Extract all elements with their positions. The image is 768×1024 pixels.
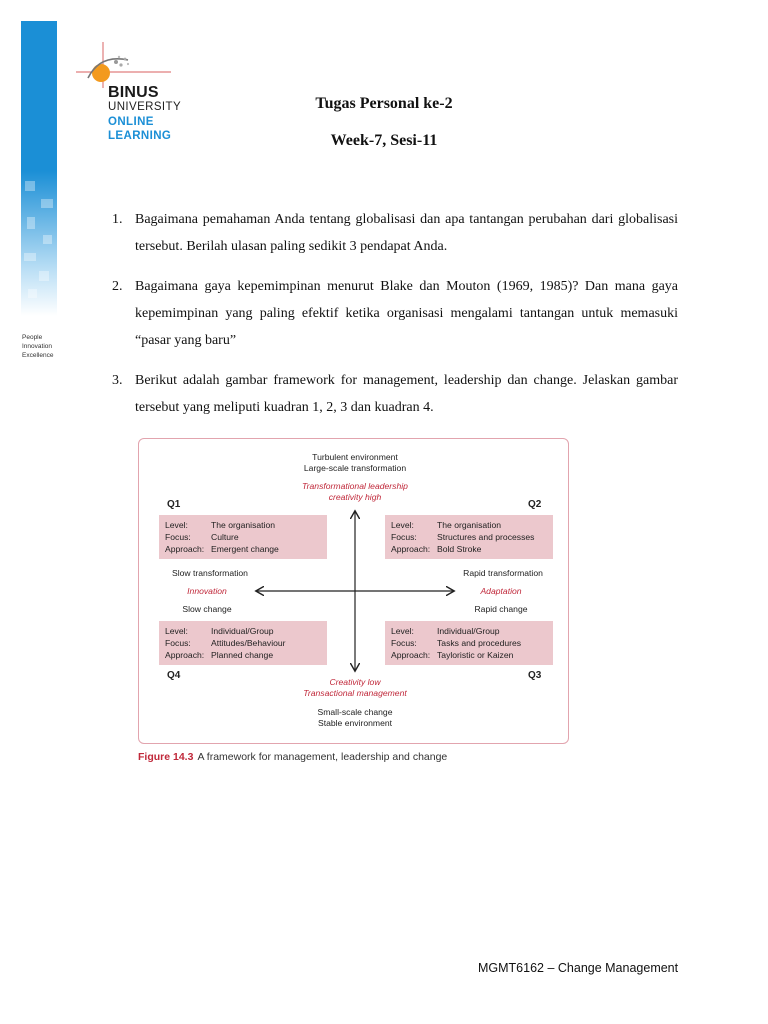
tagline-innovation: Innovation (22, 343, 52, 350)
quadrant-box-q2: Level: The organisation Focus: Structures and processes Approach: Bold Stroke (385, 515, 553, 559)
quadrant-label-q4: Q4 (167, 670, 181, 681)
decorative-side-strip (21, 21, 57, 316)
right-italic: Adaptation (480, 586, 522, 596)
question-number: 2. (112, 279, 123, 294)
tagline-excellence: Excellence (22, 352, 54, 359)
document-title: Tugas Personal ke-2 (315, 95, 453, 112)
question-list (112, 206, 678, 434)
tagline (22, 333, 53, 360)
framework-figure (138, 438, 569, 744)
figure-caption-text: A framework for management, leadership and change (197, 751, 448, 763)
top-label-1: Turbulent environment (312, 452, 398, 462)
logo-binus: BINUS (108, 84, 159, 101)
quadrant-label-q2: Q2 (528, 499, 542, 510)
question-text: Bagaimana gaya kepemimpinan menurut Blake dan Mouton (1969, 1985)? Dan mana gaya kepemimpinan yang paling efektif ketika organisasi mengalami tantangan untuk memasuki “pasar yang baru” (135, 279, 678, 348)
bottom-label-2: Stable environment (317, 718, 393, 728)
top-italic-2: creativity high (328, 492, 382, 502)
left-label-2: Slow change (182, 604, 232, 614)
figure-number: Figure 14.3 (138, 751, 194, 763)
right-label-2: Rapid change (474, 604, 528, 614)
logo-online: ONLINE (108, 116, 154, 128)
tagline-people: People (22, 334, 43, 341)
logo-learning: LEARNING (108, 130, 172, 142)
question-number: 1. (112, 212, 123, 227)
left-label-1: Slow transformation (172, 568, 248, 578)
question-item (112, 273, 678, 354)
quadrant-box-q1: Level: The organisation Focus: Culture Approach: Emergent change (159, 515, 327, 559)
quadrant-box-q3: Level: Individual/Group Focus: Tasks and procedures Approach: Tayloristic or Kaizen (385, 621, 553, 665)
quadrant-box-q4: Level: Individual/Group Focus: Attitudes/Behaviour Approach: Planned change (159, 621, 327, 665)
right-label-1: Rapid transformation (463, 568, 543, 578)
quadrant-label-q3: Q3 (528, 670, 542, 681)
quadrant-label-q1: Q1 (167, 499, 181, 510)
question-item (112, 206, 678, 260)
logo-mark-icon (76, 40, 196, 90)
document-subtitle: Week-7, Sesi-11 (330, 132, 438, 149)
logo-university: UNIVERSITY (108, 101, 182, 113)
top-label-2: Large-scale transformation (303, 463, 407, 473)
question-text: Bagaimana pemahaman Anda tentang globalisasi dan apa tantangan perubahan dari globalisasi tersebut. Berilah ulasan paling sedikit 3 pendapat Anda. (135, 212, 678, 254)
left-italic: Innovation (187, 586, 227, 596)
question-item (112, 367, 678, 421)
bottom-italic-2: Transactional management (303, 688, 407, 698)
question-number: 3. (112, 373, 123, 388)
bottom-label-1: Small-scale change (317, 707, 393, 717)
page-footer: MGMT6162 – Change Management (478, 961, 679, 975)
figure-caption (138, 751, 447, 763)
bottom-italic-1: Creativity low (329, 677, 381, 687)
question-text: Berikut adalah gambar framework for management, leadership dan change. Jelaskan gambar tersebut yang meliputi kuadran 1, 2, 3 dan kuadran 4. (135, 373, 678, 415)
top-italic-1: Transformational leadership (302, 481, 408, 491)
